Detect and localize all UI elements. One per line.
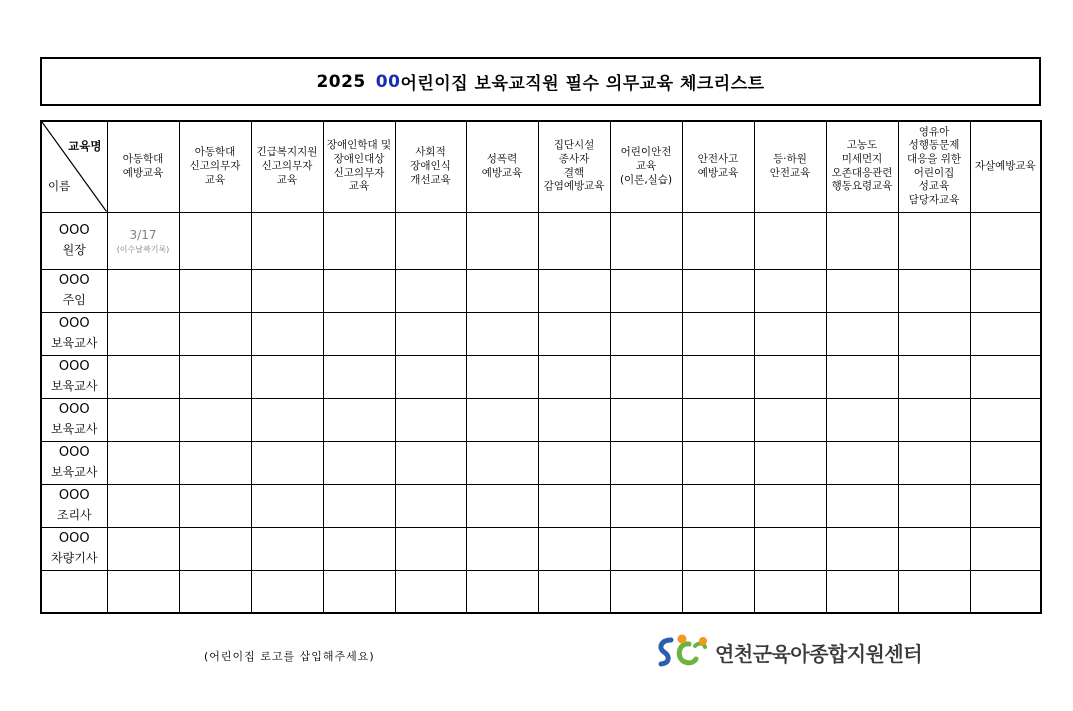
completion-date-cell[interactable] [107, 527, 179, 570]
completion-date-cell[interactable] [179, 269, 251, 312]
logo-placeholder-note: (어린이집 로고를 삽입해주세요) [204, 650, 375, 663]
completion-date-cell[interactable] [754, 269, 826, 312]
completion-date-cell[interactable] [251, 398, 323, 441]
column-header: 자살예방교육 [970, 121, 1041, 212]
column-header: 아동학대 예방교육 [107, 121, 179, 212]
completion-date-cell[interactable] [538, 355, 610, 398]
completion-date-cell[interactable] [826, 441, 898, 484]
completion-date-cell[interactable] [826, 484, 898, 527]
completion-date-cell[interactable] [970, 355, 1041, 398]
corner-header [41, 121, 107, 212]
completion-date-cell[interactable] [466, 212, 538, 269]
completion-date-cell[interactable] [395, 398, 466, 441]
completion-date-cell[interactable] [682, 527, 754, 570]
completion-date-cell[interactable] [395, 570, 466, 613]
center-brand [655, 632, 922, 672]
completion-date-cell[interactable] [826, 570, 898, 613]
completion-date-cell[interactable] [610, 355, 682, 398]
completion-date-cell[interactable] [682, 570, 754, 613]
completion-date-cell[interactable] [395, 312, 466, 355]
staff-role: 보육교사 [51, 465, 98, 480]
staff-name: OOO [58, 358, 90, 374]
completion-date-cell[interactable] [754, 484, 826, 527]
staff-cell [41, 269, 107, 312]
staff-cell [41, 570, 107, 613]
completion-date-cell[interactable] [466, 398, 538, 441]
completion-date-cell[interactable] [107, 398, 179, 441]
completion-date-cell[interactable] [682, 441, 754, 484]
staff-name: OOO [58, 487, 90, 503]
corner-label-course: 교육명 [68, 139, 102, 153]
completion-date-cell[interactable] [323, 212, 395, 269]
completion-date-cell[interactable] [323, 527, 395, 570]
center-brand-name: 연천군육아종합지원센터 [715, 641, 923, 666]
staff-cell [41, 212, 107, 269]
completion-date-cell[interactable] [107, 355, 179, 398]
column-header: 등·하원 안전교육 [754, 121, 826, 212]
completion-date-cell[interactable] [179, 355, 251, 398]
column-header: 어린이안전 교육 (이론,실습) [610, 121, 682, 212]
completion-date-cell[interactable] [538, 527, 610, 570]
completion-date-cell[interactable] [538, 441, 610, 484]
completion-date-cell[interactable] [323, 355, 395, 398]
completion-date-cell[interactable] [323, 312, 395, 355]
completion-date-cell[interactable] [323, 484, 395, 527]
staff-role: 보육교사 [51, 336, 98, 351]
completion-date-cell[interactable] [898, 484, 970, 527]
staff-role: 조리사 [56, 508, 92, 523]
staff-role: 보육교사 [51, 422, 98, 437]
staff-cell [41, 398, 107, 441]
completion-date-cell[interactable] [466, 527, 538, 570]
completion-date-cell[interactable] [395, 441, 466, 484]
completion-date-cell[interactable] [538, 570, 610, 613]
completion-date-cell[interactable] [682, 312, 754, 355]
column-header: 영유아 성행동문제 대응을 위한 어린이집 성교육 담당자교육 [898, 121, 970, 212]
column-header: 긴급복지지원 신고의무자 교육 [251, 121, 323, 212]
staff-row [41, 312, 1041, 355]
diagonal-divider [42, 122, 107, 212]
staff-name: OOO [58, 530, 90, 546]
completion-date-cell[interactable] [898, 312, 970, 355]
completion-date-cell[interactable] [610, 441, 682, 484]
completion-date-cell[interactable] [538, 312, 610, 355]
completion-date-cell[interactable] [610, 570, 682, 613]
corner-label-name: 이름 [48, 178, 71, 193]
completion-date-cell[interactable] [107, 484, 179, 527]
staff-cell [41, 355, 107, 398]
completion-date-cell[interactable] [538, 269, 610, 312]
completion-date-cell[interactable] [466, 269, 538, 312]
staff-cell [41, 527, 107, 570]
column-header: 사회적 장애인식 개선교육 [395, 121, 466, 212]
completion-date-cell[interactable] [538, 398, 610, 441]
completion-date-cell[interactable] [970, 312, 1041, 355]
completion-date-cell[interactable] [107, 212, 179, 269]
completion-date-cell[interactable] [251, 212, 323, 269]
completion-date-cell[interactable] [179, 312, 251, 355]
completion-date-cell[interactable] [107, 441, 179, 484]
completion-date-cell[interactable] [898, 527, 970, 570]
header-row [41, 121, 1041, 212]
completion-date-cell[interactable] [970, 398, 1041, 441]
staff-name: OOO [58, 315, 90, 331]
completion-date-cell[interactable] [898, 212, 970, 269]
completion-date-cell[interactable] [179, 527, 251, 570]
staff-row [41, 212, 1041, 269]
completion-date-cell[interactable] [466, 441, 538, 484]
title-year: 2025 [316, 71, 366, 92]
column-header: 집단시설 종사자 결핵 감염예방교육 [538, 121, 610, 212]
completion-date-cell[interactable] [395, 212, 466, 269]
staff-name: OOO [58, 401, 90, 417]
staff-role: 주임 [62, 293, 86, 308]
completion-date-cell[interactable] [466, 484, 538, 527]
completion-date-cell[interactable] [682, 269, 754, 312]
completion-date-cell[interactable] [970, 527, 1041, 570]
title-prefix: 00 [375, 71, 401, 92]
completion-date-cell[interactable] [538, 484, 610, 527]
completion-date-cell[interactable] [754, 212, 826, 269]
staff-row [41, 484, 1041, 527]
staff-row [41, 527, 1041, 570]
completion-date-cell[interactable] [323, 570, 395, 613]
completion-date-cell[interactable] [754, 355, 826, 398]
completion-date-cell[interactable] [395, 484, 466, 527]
completion-date-cell[interactable] [395, 527, 466, 570]
staff-role: 보육교사 [51, 379, 98, 394]
completion-date-cell[interactable] [898, 355, 970, 398]
completion-date: 3/17 [129, 227, 157, 242]
completion-date-cell[interactable] [682, 484, 754, 527]
completion-date-cell[interactable] [610, 484, 682, 527]
staff-name: OOO [58, 272, 90, 288]
completion-date-cell[interactable] [466, 312, 538, 355]
staff-row [41, 398, 1041, 441]
completion-date-cell[interactable] [323, 269, 395, 312]
completion-date-cell[interactable] [251, 570, 323, 613]
completion-date-cell[interactable] [395, 269, 466, 312]
staff-cell [41, 484, 107, 527]
completion-date-cell[interactable] [538, 212, 610, 269]
completion-date-cell[interactable] [610, 312, 682, 355]
staff-row [41, 355, 1041, 398]
completion-date-cell[interactable] [898, 570, 970, 613]
completion-date-cell[interactable] [682, 398, 754, 441]
document-title [40, 57, 1041, 106]
staff-cell [41, 312, 107, 355]
completion-date-cell[interactable] [682, 355, 754, 398]
staff-row [41, 441, 1041, 484]
completion-date-cell[interactable] [970, 441, 1041, 484]
checklist-table [40, 120, 1042, 614]
completion-date-cell[interactable] [107, 570, 179, 613]
staff-row [41, 570, 1041, 613]
completion-date-cell[interactable] [466, 570, 538, 613]
completion-date-cell[interactable] [466, 355, 538, 398]
completion-date-cell[interactable] [610, 527, 682, 570]
completion-date-cell[interactable] [179, 212, 251, 269]
completion-date-cell[interactable] [179, 570, 251, 613]
completion-date-cell[interactable] [251, 441, 323, 484]
completion-date-cell[interactable] [610, 398, 682, 441]
completion-date-cell[interactable] [395, 355, 466, 398]
completion-date-cell[interactable] [251, 527, 323, 570]
completion-date-cell[interactable] [251, 484, 323, 527]
completion-date-cell[interactable] [826, 269, 898, 312]
completion-date-cell[interactable] [826, 355, 898, 398]
completion-date-cell[interactable] [107, 269, 179, 312]
completion-date-cell[interactable] [826, 212, 898, 269]
completion-date-cell[interactable] [970, 212, 1041, 269]
column-header: 아동학대 신고의무자 교육 [179, 121, 251, 212]
completion-date-cell[interactable] [179, 484, 251, 527]
staff-row [41, 269, 1041, 312]
staff-cell [41, 441, 107, 484]
staff-role: 차량기사 [51, 551, 98, 566]
column-header: 고농도 미세먼지 오존대응관련 행동요령교육 [826, 121, 898, 212]
completion-date-cell[interactable] [682, 212, 754, 269]
completion-date-cell[interactable] [898, 441, 970, 484]
completion-date-cell[interactable] [610, 269, 682, 312]
completion-date-cell[interactable] [826, 527, 898, 570]
column-header: 안전사고 예방교육 [682, 121, 754, 212]
completion-date-cell[interactable] [754, 570, 826, 613]
completion-date-cell[interactable] [754, 527, 826, 570]
completion-date-cell[interactable] [970, 570, 1041, 613]
completion-date-cell[interactable] [610, 212, 682, 269]
completion-date-cell[interactable] [107, 312, 179, 355]
completion-date-cell[interactable] [179, 398, 251, 441]
completion-note: (이수날짜기록) [116, 244, 170, 254]
completion-date-cell[interactable] [754, 441, 826, 484]
completion-date-cell[interactable] [754, 312, 826, 355]
completion-date-cell[interactable] [970, 484, 1041, 527]
center-logo-icon [655, 632, 713, 672]
completion-date-cell[interactable] [323, 441, 395, 484]
completion-date-cell[interactable] [251, 269, 323, 312]
completion-date-cell[interactable] [251, 355, 323, 398]
staff-role: 원장 [62, 243, 86, 258]
column-header: 장애인학대 및 장애인대상 신고의무자 교육 [323, 121, 395, 212]
completion-date-cell[interactable] [898, 269, 970, 312]
completion-date-cell[interactable] [826, 398, 898, 441]
completion-date-cell[interactable] [826, 312, 898, 355]
title-main: 어린이집 보육교직원 필수 의무교육 체크리스트 [400, 74, 765, 94]
completion-date-cell[interactable] [323, 398, 395, 441]
column-header: 성폭력 예방교육 [466, 121, 538, 212]
completion-date-cell[interactable] [898, 398, 970, 441]
staff-name: OOO [58, 444, 90, 460]
staff-name: OOO [58, 222, 90, 238]
completion-date-cell[interactable] [754, 398, 826, 441]
completion-date-cell[interactable] [179, 441, 251, 484]
completion-date-cell[interactable] [970, 269, 1041, 312]
completion-date-cell[interactable] [251, 312, 323, 355]
